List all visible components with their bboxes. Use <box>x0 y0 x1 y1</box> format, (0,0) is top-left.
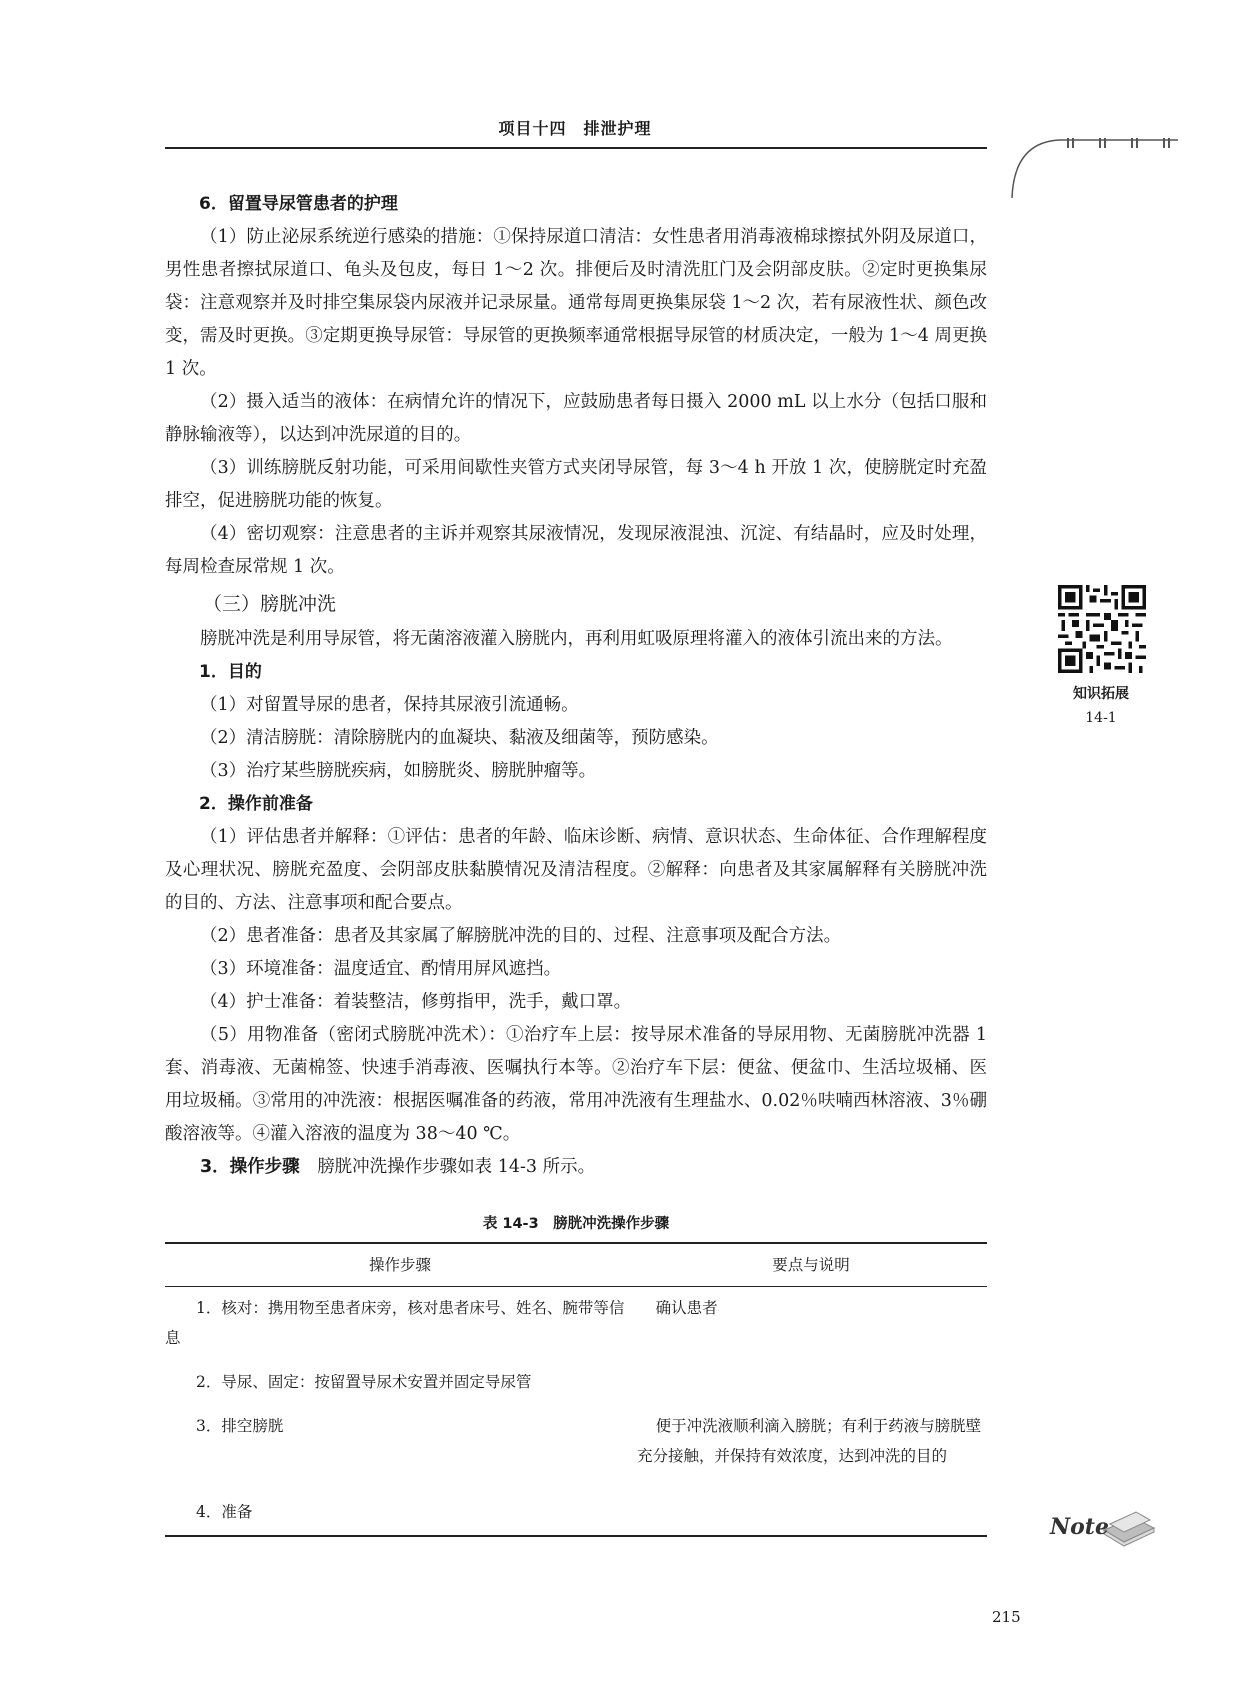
table-row <box>165 1361 987 1405</box>
steps-table <box>165 1242 987 1537</box>
table-header-row <box>165 1243 987 1287</box>
table-cell-note <box>635 1361 987 1405</box>
paragraph: （3）训练膀胱反射功能，可采用间歇性夹管方式夹闭导尿管，每 3～4 h 开放 1 次，使膀胱定时充盈排空，促进膀胱功能的恢复。 <box>165 458 987 511</box>
paragraph: （5）用物准备（密闭式膀胱冲洗术）：①治疗车上层：按导尿术准备的导尿用物、无菌膀胱冲洗器 1 套、消毒液、无菌棉签、快速手消毒液、医嘱执行本等。②治疗车下层：便盆、便盆巾、生活垃圾桶、医用垃圾桶。③常用的冲洗液：根据医嘱准备的药液，常用冲洗液有生理盐水、0.02％呋喃西林溶液、3％硼酸溶液等。④灌入溶液的温度为 38～40 ℃。 <box>165 1025 987 1144</box>
sidebar-code: 14-1 <box>1085 710 1117 726</box>
note-logo-icon <box>1042 1500 1162 1550</box>
table-cell-step: 1．核对：携用物至患者床旁，核对患者床号、姓名、腕带等信息 <box>165 1299 625 1347</box>
section-heading-steps: 3．操作步骤 <box>200 1157 300 1177</box>
main-text <box>165 188 987 1184</box>
sidebar-label: 知识拓展 <box>1073 686 1129 702</box>
table-cell-note: 确认患者 <box>655 1299 718 1317</box>
section-heading-bladder-irrigation: （三）膀胱冲洗 <box>203 593 337 615</box>
svg-text:Note: Note <box>1050 1514 1109 1540</box>
table-cell-note: 便于冲洗液顺利滴入膀胱；有利于药液与膀胱壁充分接触，并保持有效浓度，达到冲洗的目的 <box>637 1417 982 1465</box>
page-header-title: 项目十四 排泄护理 <box>498 119 652 138</box>
paragraph: （1）评估患者并解释：①评估：患者的年龄、临床诊断、病情、意识状态、生命体征、合作理解程度及心理状况、膀胱充盈度、会阴部皮肤黏膜情况及清洁程度。②解释：向患者及其家属解释有关膀胱冲洗的目的、方法、注意事项和配合要点。 <box>165 827 987 913</box>
header-rule <box>165 147 987 149</box>
table-caption: 表 14-3 膀胱冲洗操作步骤 <box>482 1216 670 1232</box>
paragraph: （1）对留置导尿的患者，保持其尿液引流通畅。 <box>200 695 579 715</box>
section-heading-preparation: 2．操作前准备 <box>199 794 313 814</box>
paragraph: （3）治疗某些膀胱疾病，如膀胱炎、膀胱肿瘤等。 <box>200 761 597 781</box>
table-cell-step: 4．准备 <box>165 1479 635 1536</box>
table-cell-step: 2．导尿、固定：按留置导尿术安置并固定导尿管 <box>196 1373 532 1391</box>
table-row <box>165 1405 987 1479</box>
paragraph: （2）清洁膀胱：清除膀胱内的血凝块、黏液及细菌等，预防感染。 <box>200 728 719 748</box>
table-cell-step: 3．排空膀胱 <box>196 1417 284 1435</box>
margin-decoration-icon <box>1010 138 1180 198</box>
paragraph: （4）密切观察：注意患者的主诉并观察其尿液情况，发现尿液混浊、沉淀、有结晶时，应及时处理，每周检查尿常规 1 次。 <box>165 524 987 577</box>
section-heading-purpose: 1．目的 <box>199 662 262 682</box>
table-header-cell: 操作步骤 <box>165 1243 635 1287</box>
paragraph: 膀胱冲洗是利用导尿管，将无菌溶液灌入膀胱内，再利用虹吸原理将灌入的液体引流出来的方法。 <box>200 629 953 649</box>
paragraph: （4）护士准备：着装整洁，修剪指甲，洗手，戴口罩。 <box>200 992 632 1012</box>
paragraph: （2）患者准备：患者及其家属了解膀胱冲洗的目的、过程、注意事项及配合方法。 <box>200 926 842 946</box>
steps-intro-text: 膀胱冲洗操作步骤如表 14-3 所示。 <box>317 1157 596 1177</box>
qr-code-icon[interactable] <box>1058 585 1146 673</box>
paragraph: （3）环境准备：温度适宜、酌情用屏风遮挡。 <box>200 959 562 979</box>
table-cell-note <box>635 1479 987 1536</box>
paragraph: （2）摄入适当的液体：在病情允许的情况下，应鼓励患者每日摄入 2000 mL 以上水分（包括口服和静脉输液等），以达到冲洗尿道的目的。 <box>165 392 987 445</box>
table-row <box>165 1479 987 1536</box>
table-header-cell: 要点与说明 <box>635 1243 987 1287</box>
section-heading-catheter-care: 6．留置导尿管患者的护理 <box>199 194 398 214</box>
paragraph-steps-intro <box>165 1151 987 1184</box>
paragraph: （1）防止泌尿系统逆行感染的措施：①保持尿道口清洁：女性患者用消毒液棉球擦拭外阴及尿道口，男性患者擦拭尿道口、龟头及包皮，每日 1～2 次。排便后及时清洗肛门及会阴部皮肤。②定时更换集尿袋：注意观察并及时排空集尿袋内尿液并记录尿量。通常每周更换集尿袋 1～2 次，若有尿液性状、颜色改变，需及时更换。③定期更换导尿管：导尿管的更换频率通常根据导尿管的材质决定，一般为 1～4 周更换 1 次。 <box>165 227 987 379</box>
table-row <box>165 1287 987 1362</box>
page-number: 215 <box>992 1608 1021 1626</box>
